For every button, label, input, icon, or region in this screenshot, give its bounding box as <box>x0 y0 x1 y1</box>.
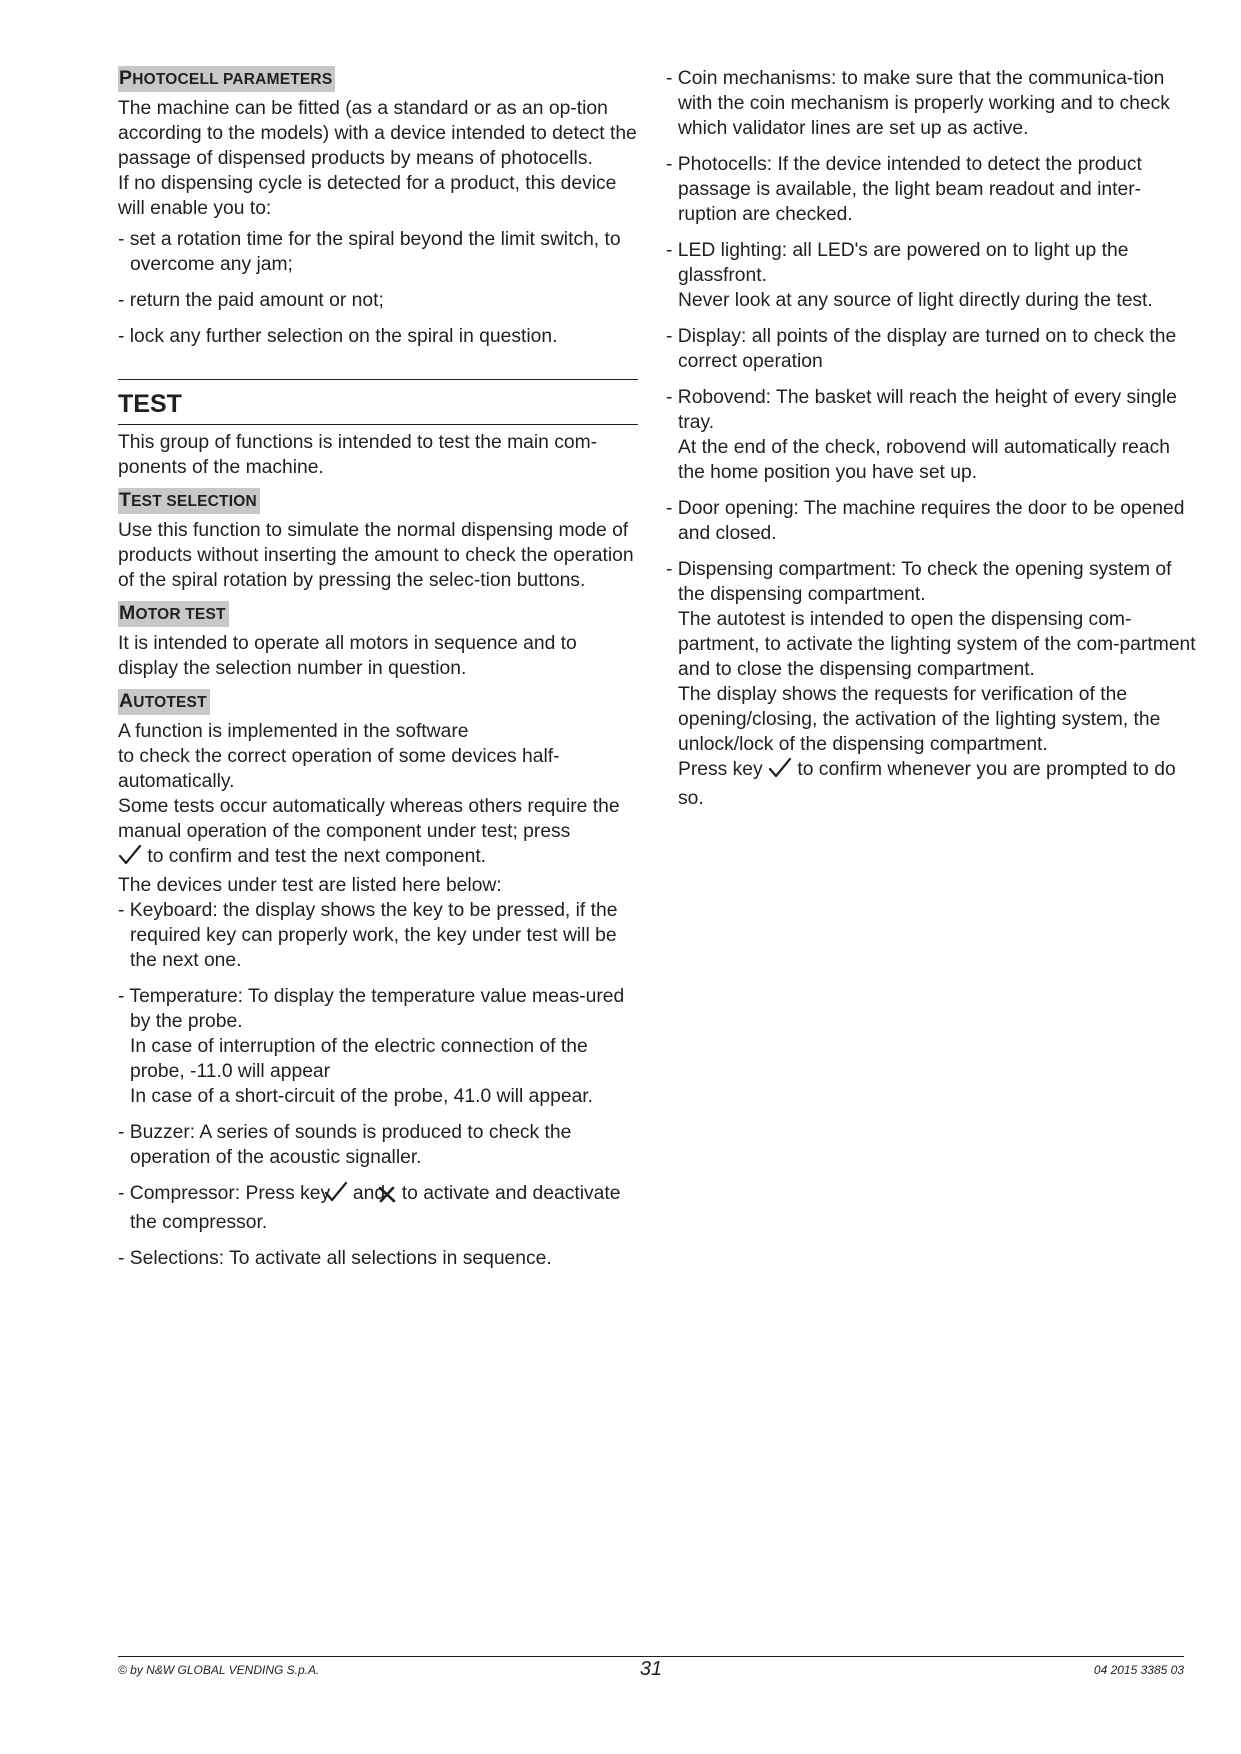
checkmark-icon <box>336 1181 348 1210</box>
autotest-line-1: A function is implemented in the software <box>118 721 469 742</box>
led-item: - LED lighting: all LED's are powered on to light up the glassfront. Never look at any source of light directly during the test. <box>666 240 1153 311</box>
right-column <box>666 66 1196 822</box>
cross-icon <box>390 1185 396 1210</box>
list-item: - lock any further selection on the spiral in question. <box>118 326 558 347</box>
page-number: 31 <box>639 1658 663 1680</box>
footer-copyright: © by N&W GLOBAL VENDING S.p.A. <box>118 1663 320 1677</box>
footer-divider <box>118 1656 1184 1657</box>
autotest-line-4: to confirm and test the next component. <box>118 844 638 873</box>
display-item: - Display: all points of the display are turned on to check the correct operation <box>666 326 1177 372</box>
dispensing-item: - Dispensing compartment: To check the opening system of the dispensing compartment. The autotest is intended to open the dispensing com-partment, to activate the lighting system of the com-partment and to close the dispensing compartment. The display shows the requests for verification of the opening/closing, the activation of the lighting system, the unlock/lock of the dispensing compartment. Press key to confirm whenever you are prompted to do so. <box>666 559 1196 809</box>
test-section-title: TEST <box>118 390 182 418</box>
photocell-parameters-heading: PHOTOCELL PARAMETERS <box>118 66 335 92</box>
list-item: - set a rotation time for the spiral beyond the limit switch, to overcome any jam; <box>118 229 621 275</box>
autotest-heading: AUTOTEST <box>118 689 210 715</box>
temperature-item: - Temperature: To display the temperature value meas-ured by the probe. In case of interruption of the electric connection of the probe, -11.0 will appear In case of a short-circuit of the probe, 41.0 will appear. <box>118 986 625 1107</box>
selections-item: - Selections: To activate all selections in sequence. <box>118 1248 552 1269</box>
section-divider-bottom <box>118 424 638 425</box>
document-code: 04 2015 3385 03 <box>1093 1663 1184 1677</box>
photocell-para-1: The machine can be fitted (as a standard or as an op-tion according to the models) with a device intended to detect the passage of dispensed products by means of photocells. <box>118 98 637 169</box>
photocells-item: - Photocells: If the device intended to detect the product passage is available, the light beam readout and inter-ruption are checked. <box>666 154 1142 225</box>
door-item: - Door opening: The machine requires the door to be opened and closed. <box>666 498 1185 544</box>
autotest-line-5: The devices under test are listed here below: <box>118 875 502 896</box>
test-intro: This group of functions is intended to test the main com-ponents of the machine. <box>118 432 598 478</box>
checkmark-icon <box>768 757 792 786</box>
motor-test-body: It is intended to operate all motors in sequence and to display the selection number in question. <box>118 633 577 679</box>
coin-item: - Coin mechanisms: to make sure that the communica-tion with the coin mechanism is properly working and to check which validator lines are set up as active. <box>666 68 1170 139</box>
test-selection-heading: TEST SELECTION <box>118 488 260 514</box>
buzzer-item: - Buzzer: A series of sounds is produced to check the operation of the acoustic signaller. <box>118 1122 572 1168</box>
robovend-item: - Robovend: The basket will reach the height of every single tray. At the end of the check, robovend will automatically reach the home position you have set up. <box>666 387 1177 483</box>
checkmark-icon <box>118 844 142 873</box>
autotest-line-3: Some tests occur automatically whereas others require the manual operation of the component under test; press <box>118 796 620 842</box>
photocell-para-2: If no dispensing cycle is detected for a product, this device will enable you to: <box>118 173 617 219</box>
autotest-line-2: to check the correct operation of some devices half-automatically. <box>118 746 560 792</box>
list-item: - return the paid amount or not; <box>118 290 384 311</box>
motor-test-heading: MOTOR TEST <box>118 601 229 627</box>
keyboard-item: - Keyboard: the display shows the key to be pressed, if the required key can properly work, the key under test will be the next one. <box>118 900 618 971</box>
left-column <box>118 66 638 1282</box>
test-selection-body: Use this function to simulate the normal dispensing mode of products without inserting the amount to check the operation of the spiral rotation by pressing the selec-tion buttons. <box>118 520 634 591</box>
compressor-item: - Compressor: Press key and to activate and deactivate the compressor. <box>118 1183 621 1233</box>
